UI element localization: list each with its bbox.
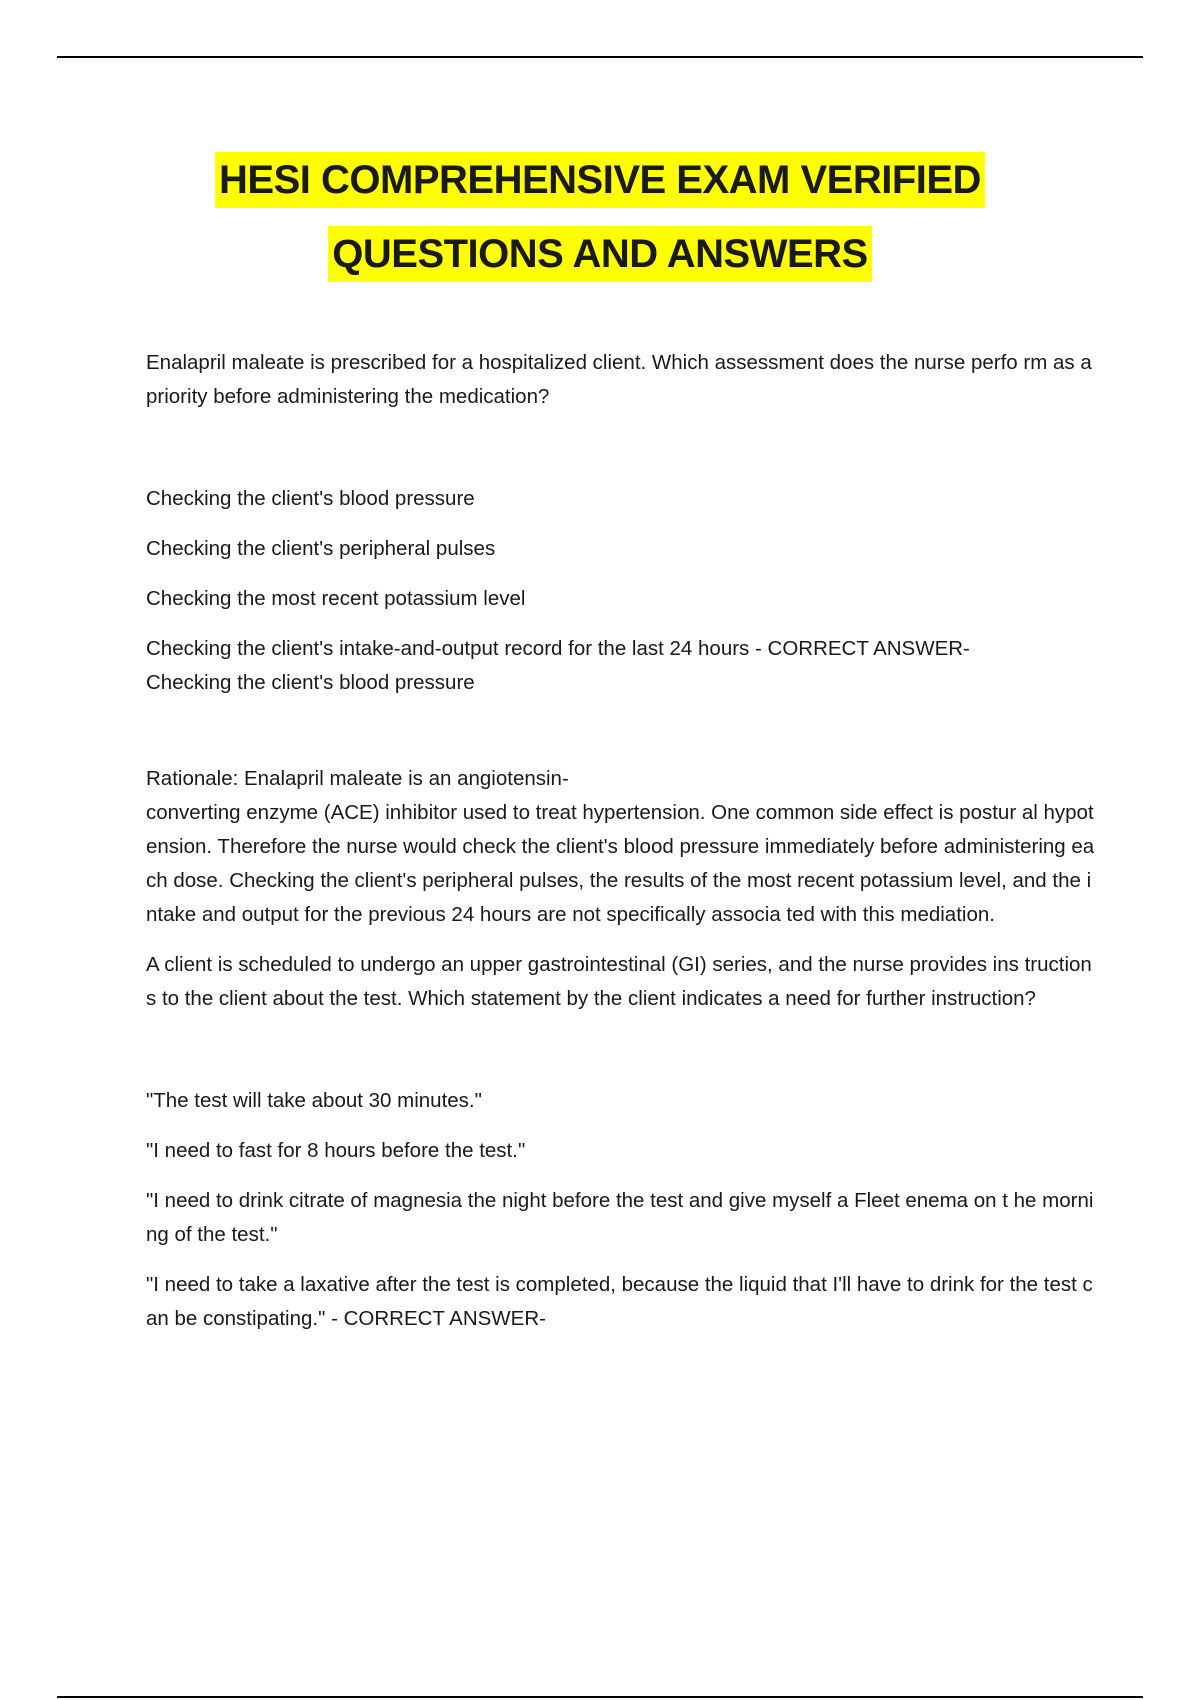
question-1-rationale-heading: Rationale: Enalapril maleate is an angiotensin- (146, 767, 569, 790)
question-2-text: A client is scheduled to undergo an upper gastrointestinal (GI) series, and the nurse provides ins tructions to the client about the test. Which statement by the client indicates a need for further instruction? (146, 953, 1092, 1010)
question-1-option-2: Checking the client's peripheral pulses (146, 537, 496, 560)
question-2-option-2: "I need to fast for 8 hours before the test." (146, 1139, 526, 1162)
question-1-rationale-body: converting enzyme (ACE) inhibitor used to treat hypertension. One common side effect is postur al hypotension. Therefore the nurse would check the client's blood pressure immediately before administering each dose. Checking the client's peripheral pulses, the results of the most recent potassium level, and the intake and output for the previous 24 hours are not specifically associa ted with this mediation. (146, 801, 1095, 926)
question-2-option-1: "The test will take about 30 minutes." (146, 1089, 482, 1112)
document-title (0, 146, 1200, 294)
title-line-1: HESI COMPREHENSIVE EXAM VERIFIED (215, 152, 985, 208)
question-1-text: Enalapril maleate is prescribed for a hospitalized client. Which assessment does the nurse perfo rm as a priority before administering the medication? (146, 351, 1092, 408)
question-2-option-4: "I need to take a laxative after the test is completed, because the liquid that I'll have to drink for the test can be constipating." - CORRECT ANSWER- (146, 1273, 1093, 1330)
question-2-option-3: "I need to drink citrate of magnesia the night before the test and give myself a Fleet enema on t he morning of the test." (146, 1189, 1094, 1246)
question-1-option-3: Checking the most recent potassium level (146, 587, 526, 610)
question-1-option-4: Checking the client's intake-and-output record for the last 24 hours - CORRECT ANSWER- (146, 637, 970, 660)
question-1-option-1: Checking the client's blood pressure (146, 487, 475, 510)
document-body (146, 346, 1096, 1352)
top-rule (57, 56, 1143, 58)
bottom-rule (57, 1696, 1143, 1698)
question-1-answer: Checking the client's blood pressure (146, 671, 475, 694)
title-line-2: QUESTIONS AND ANSWERS (328, 226, 871, 282)
